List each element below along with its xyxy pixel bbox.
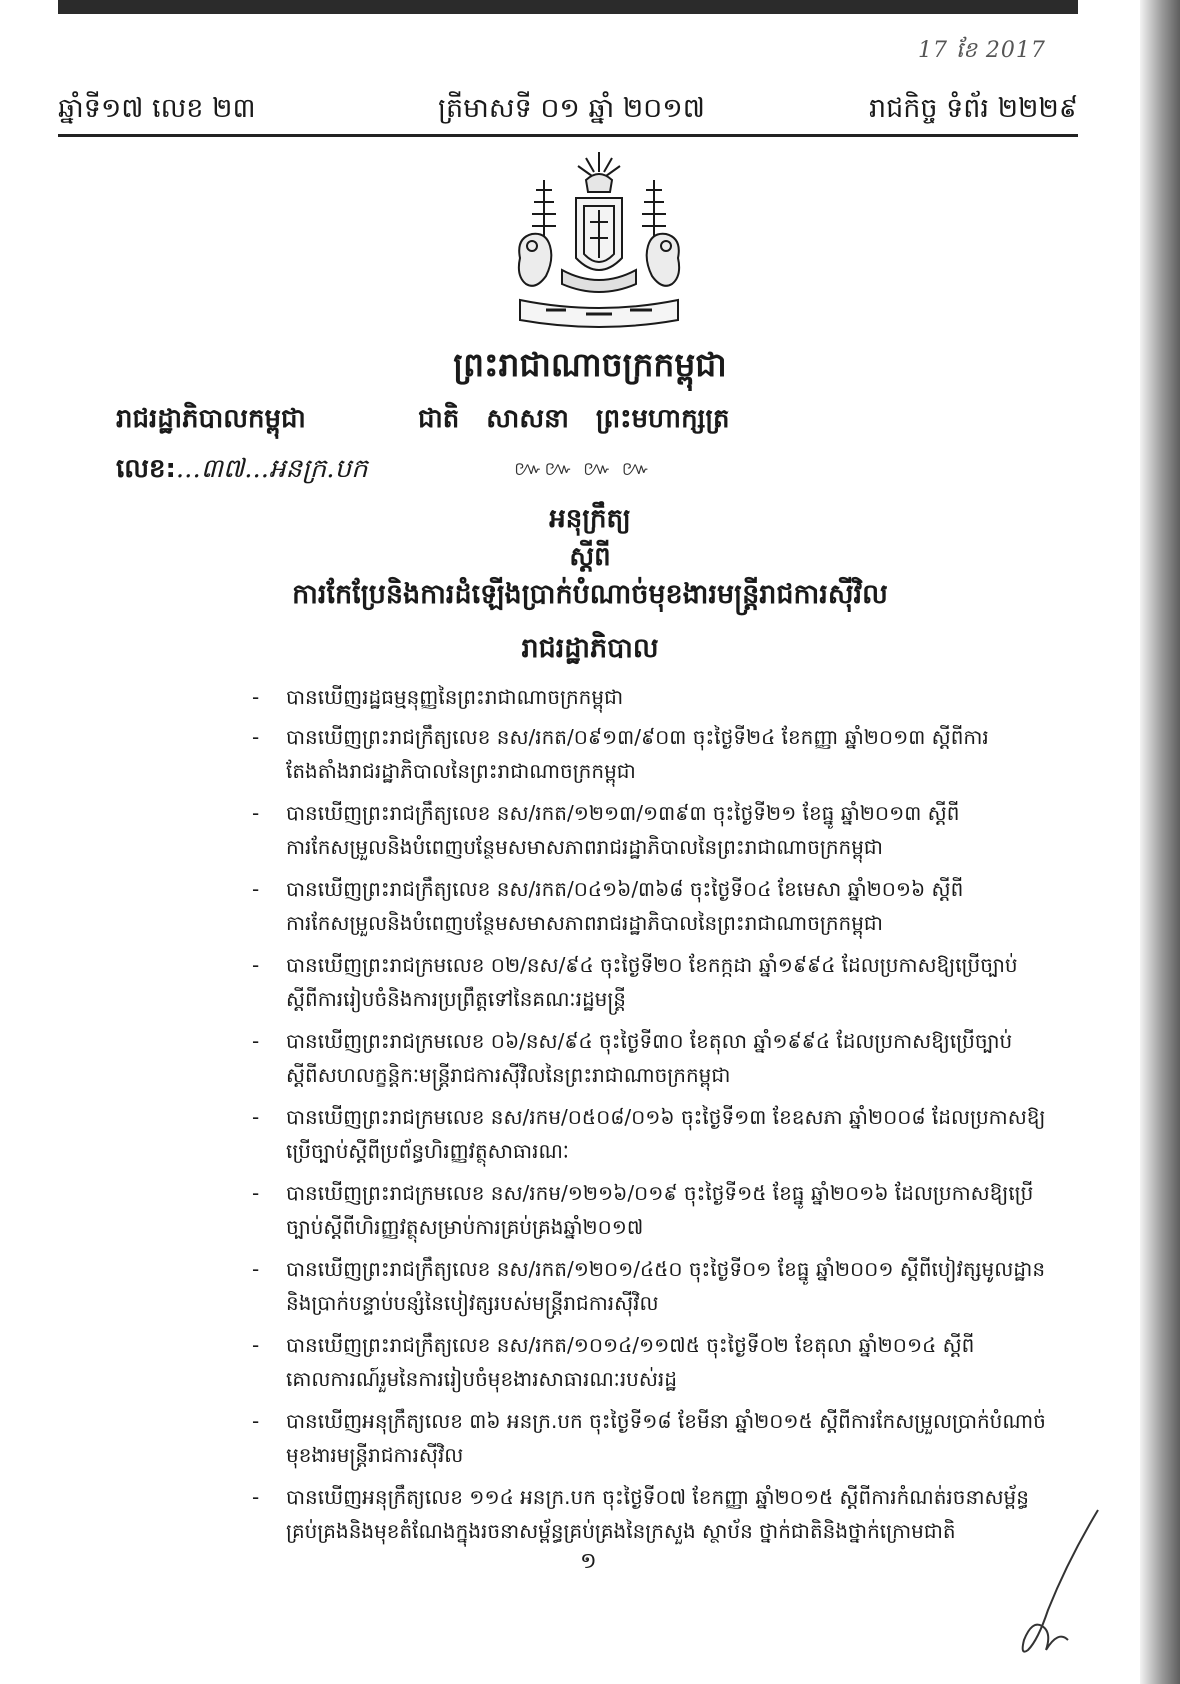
kingdom-title: ព្រះរាជាណាចក្រកម្ពុជា — [453, 345, 727, 384]
gazette-quarter-date: ត្រីមាសទី ០១ ឆ្នាំ ២០១៧ — [438, 93, 705, 124]
considerations-list — [286, 680, 1046, 1556]
handwritten-date: 17 ខែ 2017 — [918, 38, 1046, 63]
issuing-government: រាជរដ្ឋាភិបាលកម្ពុជា — [116, 404, 306, 434]
consideration-item: - បានឃើញព្រះរាជក្រមលេខ នស/រកម/០៥០៨/០១៦ ចុះថ្ងៃទី១៣ ខែឧសភា ឆ្នាំ២០០៨ ដែលប្រកាសឱ្យប្រើច្បាប់ស្តីពីប្រព័ន្ធហិរញ្ញវត្ថុសាធារណៈ — [286, 1100, 1046, 1168]
gazette-page-number: រាជកិច្ច ទំព័រ ២២២៩ — [869, 93, 1078, 124]
consideration-item: - បានឃើញអនុក្រឹត្យលេខ ៣៦ អនក្រ.បក ចុះថ្ងៃទី១៨ ខែមីនា ឆ្នាំ២០១៥ ស្តីពីការកែសម្រួលប្រាក់បំណាច់មុខងារមន្ត្រីរាជការស៊ីវិល — [286, 1404, 1046, 1472]
consideration-item: - បានឃើញព្រះរាជក្រមលេខ ០២/នស/៩៤ ចុះថ្ងៃទី២០ ខែកក្កដា ឆ្នាំ១៩៩៤ ដែលប្រកាសឱ្យប្រើច្បាប់ស្តីពីការរៀបចំនិងការប្រព្រឹត្តទៅនៃគណៈរដ្ឋមន្ត្រី — [286, 948, 1046, 1016]
document-subject: ការកែប្រែនិងការដំឡើងប្រាក់បំណាច់មុខងារមន្ត្រីរាជការស៊ីវិល — [292, 579, 888, 610]
scan-edge-shadow — [1140, 0, 1180, 1684]
consideration-item: - បានឃើញព្រះរាជក្រឹត្យលេខ នស/រកត/១២១៣/១៣៩៣ ចុះថ្ងៃទី២១ ខែធ្នូ ឆ្នាំ២០១៣ ស្តីពីការកែសម្រួលនិងបំពេញបន្ថែមសមាសភាពរាជរដ្ឋាភិបាលនៃព្រះរាជាណាចក្រកម្ពុជា — [286, 796, 1046, 864]
reference-number — [116, 452, 368, 490]
consideration-item: - បានឃើញព្រះរាជក្រឹត្យលេខ នស/រកត/០៤១៦/៣៦៨ ចុះថ្ងៃទី០៤ ខែមេសា ឆ្នាំ២០១៦ ស្តីពីការកែសម្រួលនិងបំពេញបន្ថែមសមាសភាពរាជរដ្ឋាភិបាលនៃព្រះរាជាណាចក្រកម្ពុជា — [286, 872, 1046, 940]
document-issuer: រាជរដ្ឋាភិបាល — [521, 633, 659, 664]
gazette-issue: ឆ្នាំទី១៧ លេខ ២៣ — [58, 93, 256, 124]
gazette-header — [58, 92, 1078, 126]
royal-coat-of-arms-icon — [506, 150, 692, 328]
reference-value: ...៣៧...អនក្រ.បក — [175, 454, 368, 484]
consideration-item: - បានឃើញរដ្ឋធម្មនុញ្ញនៃព្រះរាជាណាចក្រកម្ពុជា — [286, 680, 1046, 714]
document-type: អនុក្រឹត្យ — [549, 504, 631, 534]
consideration-item: - បានឃើញព្រះរាជក្រមលេខ នស/រកម/១២១៦/០១៩ ចុះថ្ងៃទី១៥ ខែធ្នូ ឆ្នាំ២០១៦ ដែលប្រកាសឱ្យប្រើច្បាប់ស្តីពីហិរញ្ញវត្ថុសម្រាប់ការគ្រប់គ្រងឆ្នាំ២០១៧ — [286, 1176, 1046, 1244]
document-about: ស្តីពី — [569, 542, 611, 572]
consideration-item: - បានឃើញព្រះរាជក្រឹត្យលេខ នស/រកត/០៩១៣/៩០៣ ចុះថ្ងៃទី២៤ ខែកញ្ញា ឆ្នាំ២០១៣ ស្តីពីការតែងតាំងរាជរដ្ឋាភិបាលនៃព្រះរាជាណាចក្រកម្ពុជា — [286, 720, 1046, 788]
consideration-item: - បានឃើញព្រះរាជក្រមលេខ ០៦/នស/៩៤ ចុះថ្ងៃទី៣០ ខែតុលា ឆ្នាំ១៩៩៤ ដែលប្រកាសឱ្យប្រើច្បាប់ស្តីពីសហលក្ខន្តិកៈមន្ត្រីរាជការស៊ីវិលនៃព្រះរាជាណាចក្រកម្ពុជា — [286, 1024, 1046, 1092]
reference-label: លេខ: — [116, 454, 176, 484]
top-border-rule — [58, 0, 1078, 14]
consideration-item: - បានឃើញព្រះរាជក្រឹត្យលេខ នស/រកត/១២០១/៤៥០ ចុះថ្ងៃទី០១ ខែធ្នូ ឆ្នាំ២០០១ ស្តីពីបៀវត្សមូលដ្ឋាននិងប្រាក់បន្ទាប់បន្សំនៃបៀវត្សរបស់មន្ត្រីរាជការស៊ីវិល — [286, 1252, 1046, 1320]
national-motto: ជាតិ សាសនា ព្រះមហាក្សត្រ — [418, 404, 730, 434]
consideration-item: - បានឃើញព្រះរាជក្រឹត្យលេខ នស/រកត/១០១៤/១១៧៥ ចុះថ្ងៃទី០២ ខែតុលា ឆ្នាំ២០១៤ ស្តីពីគោលការណ៍រួមនៃការរៀបចំមុខងារសាធារណៈរបស់រដ្ឋ — [286, 1328, 1046, 1396]
decorative-ornament: ៚៚ ៚ ៚ — [514, 456, 652, 480]
consideration-item: - បានឃើញអនុក្រឹត្យលេខ ១១៤ អនក្រ.បក ចុះថ្ងៃទី០៧ ខែកញ្ញា ឆ្នាំ២០១៥ ស្តីពីការកំណត់រចនាសម្ព័ន្ធគ្រប់គ្រងនិងមុខតំណែងក្នុងរចនាសម្ព័ន្ធគ្រប់គ្រងនៃក្រសួង ស្ថាប័ន ថ្នាក់ជាតិនិងថ្នាក់ក្រោមជាតិ — [286, 1480, 1046, 1548]
initial-signature-mark — [998, 1500, 1108, 1660]
header-underline — [58, 134, 1078, 137]
page-number: ១ — [580, 1549, 597, 1574]
